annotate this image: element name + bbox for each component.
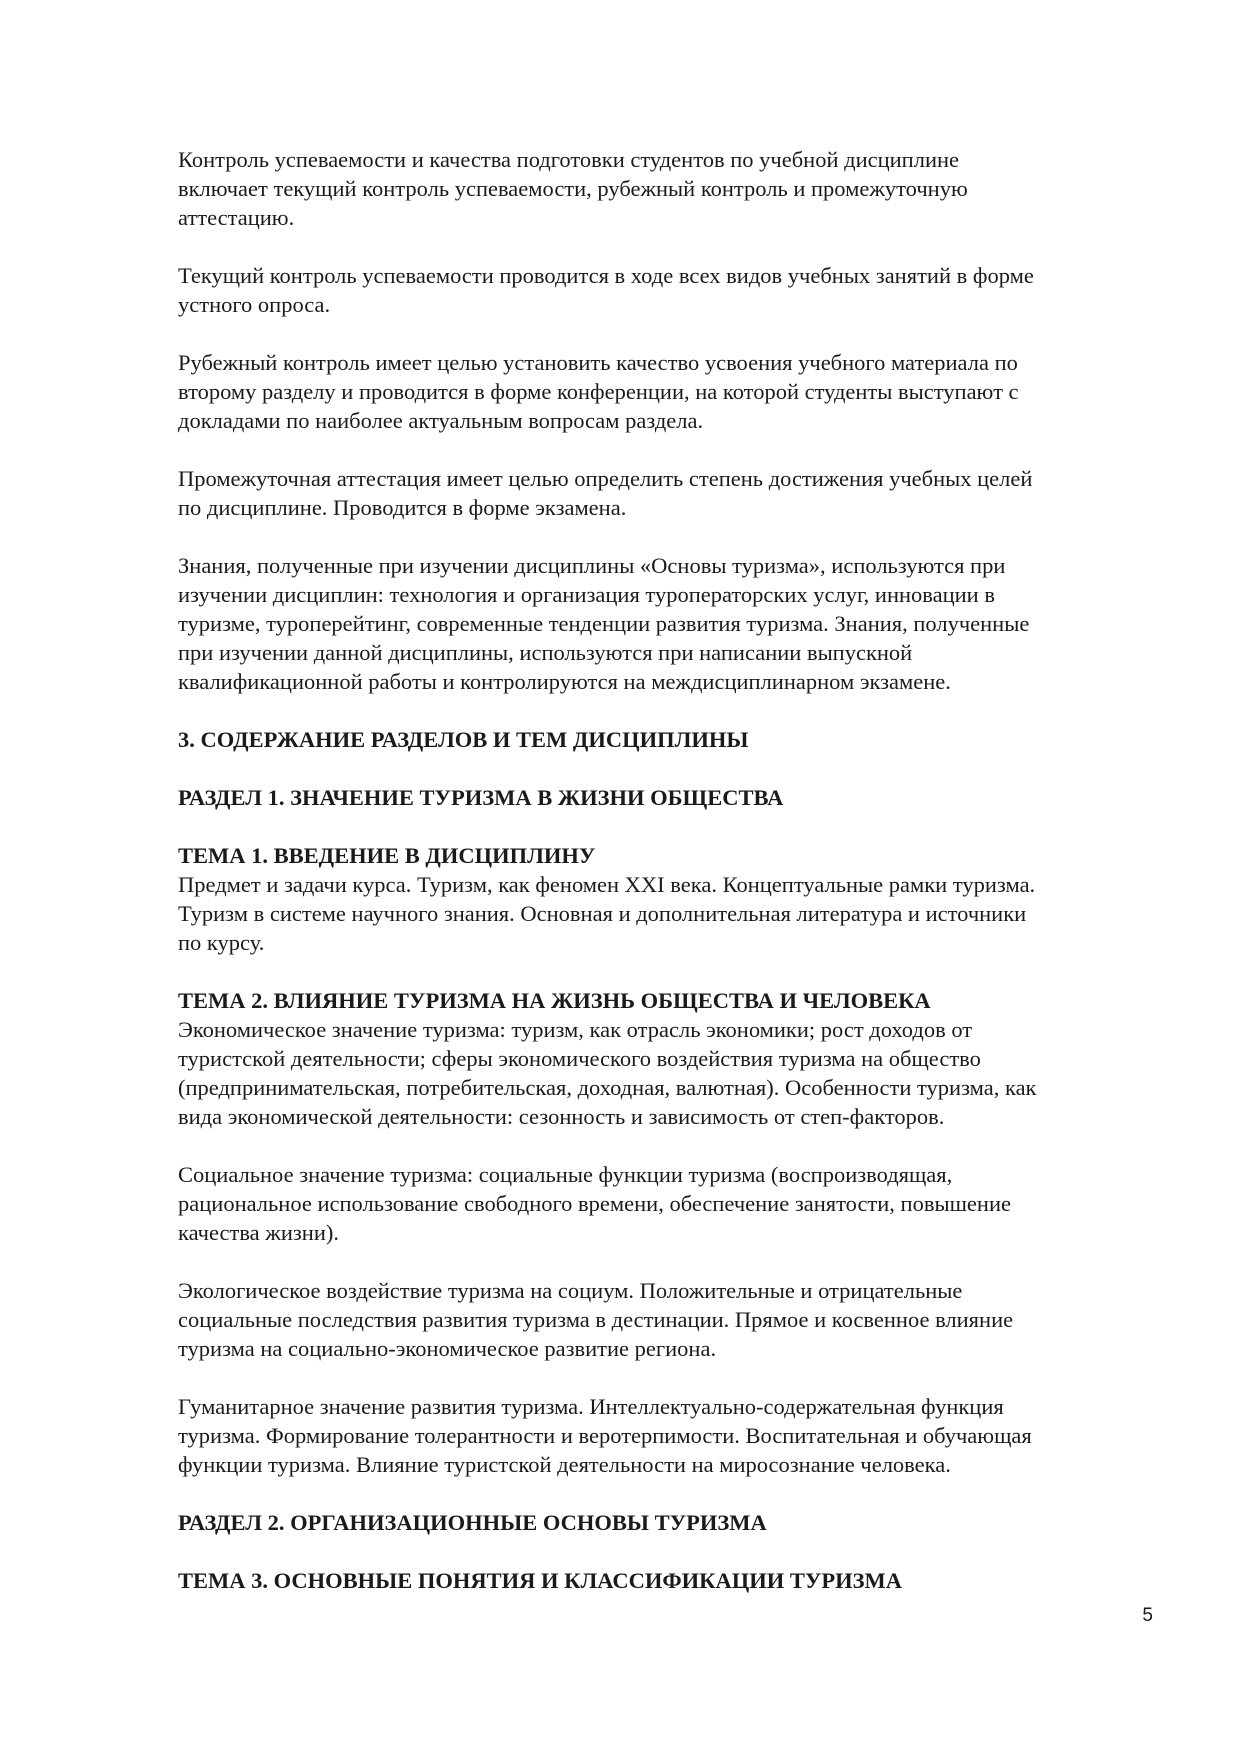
paragraph-knowledge-usage: Знания, полученные при изучении дисциплины «Основы туризма», используются при изучении дисциплин: технология и организация туроператорских услуг, инновации в туризме, туроперейтинг, современные тенденции развития туризма. Знания, полученные при изучении данной дисциплины, используются при написании выпускной квалификационной работы и контролируются на междисциплинарном экзамене.: [178, 553, 1030, 694]
heading-tema-3: ТЕМА 3. ОСНОВНЫЕ ПОНЯТИЯ И КЛАССИФИКАЦИИ ТУРИЗМА: [178, 1568, 902, 1593]
heading-razdel-2: РАЗДЕЛ 2. ОРГАНИЗАЦИОННЫЕ ОСНОВЫ ТУРИЗМА: [178, 1510, 767, 1535]
tema-2-humanitarian-text: Гуманитарное значение развития туризма. Интеллектуально-содержательная функция туризма. Формирование толерантности и веротерпимости. Воспитательная и обучающая функции туризма. Влияние туристской деятельности на миросознание человека.: [178, 1394, 1032, 1477]
paragraph-intermediate-attestation: Промежуточная аттестация имеет целью определить степень достижения учебных целей по дисциплине. Проводится в форме экзамена.: [178, 466, 1033, 520]
page-number: 5: [1142, 1605, 1153, 1626]
tema-2-social-text: Социальное значение туризма: социальные функции туризма (воспроизводящая, рациональное использование свободного времени, обеспечение занятости, повышение качества жизни).: [178, 1162, 1011, 1245]
paragraph-midterm-control: Рубежный контроль имеет целью установить качество усвоения учебного материала по второму разделу и проводится в форме конференции, на которой студенты выступают с докладами по наиболее актуальным вопросам раздела.: [178, 350, 1019, 433]
heading-razdel-1: РАЗДЕЛ 1. ЗНАЧЕНИЕ ТУРИЗМА В ЖИЗНИ ОБЩЕСТВА: [178, 785, 784, 810]
heading-tema-1: ТЕМА 1. ВВЕДЕНИЕ В ДИСЦИПЛИНУ: [178, 843, 596, 868]
paragraph-current-control: Текущий контроль успеваемости проводится в ходе всех видов учебных занятий в форме устного опроса.: [178, 263, 1034, 317]
tema-2-ecological-text: Экологическое воздействие туризма на социум. Положительные и отрицательные социальные последствия развития туризма в дестинации. Прямое и косвенное влияние туризма на социально-экономическое развитие региона.: [178, 1278, 1014, 1361]
tema-1-text: Предмет и задачи курса. Туризм, как феномен XXI века. Концептуальные рамки туризма. Туризм в системе научного знания. Основная и дополнительная литература и источники по курсу.: [178, 872, 1036, 955]
heading-tema-2: ТЕМА 2. ВЛИЯНИЕ ТУРИЗМА НА ЖИЗНЬ ОБЩЕСТВА И ЧЕЛОВЕКА: [178, 988, 931, 1013]
heading-section-3: 3. СОДЕРЖАНИЕ РАЗДЕЛОВ И ТЕМ ДИСЦИПЛИНЫ: [178, 727, 749, 752]
tema-2-economic-text: Экономическое значение туризма: туризм, как отрасль экономики; рост доходов от туристской деятельности; сферы экономического воздействия туризма на общество (предпринимательская, потребительская, доходная, валютная). Особенности туризма, как вида экономической деятельности: сезонность и зависимость от степ-факторов.: [178, 1017, 1037, 1129]
paragraph-assessment-overview: Контроль успеваемости и качества подготовки студентов по учебной дисциплине включает текущий контроль успеваемости, рубежный контроль и промежуточную аттестацию.: [178, 147, 968, 230]
page-content: [178, 145, 1168, 1595]
